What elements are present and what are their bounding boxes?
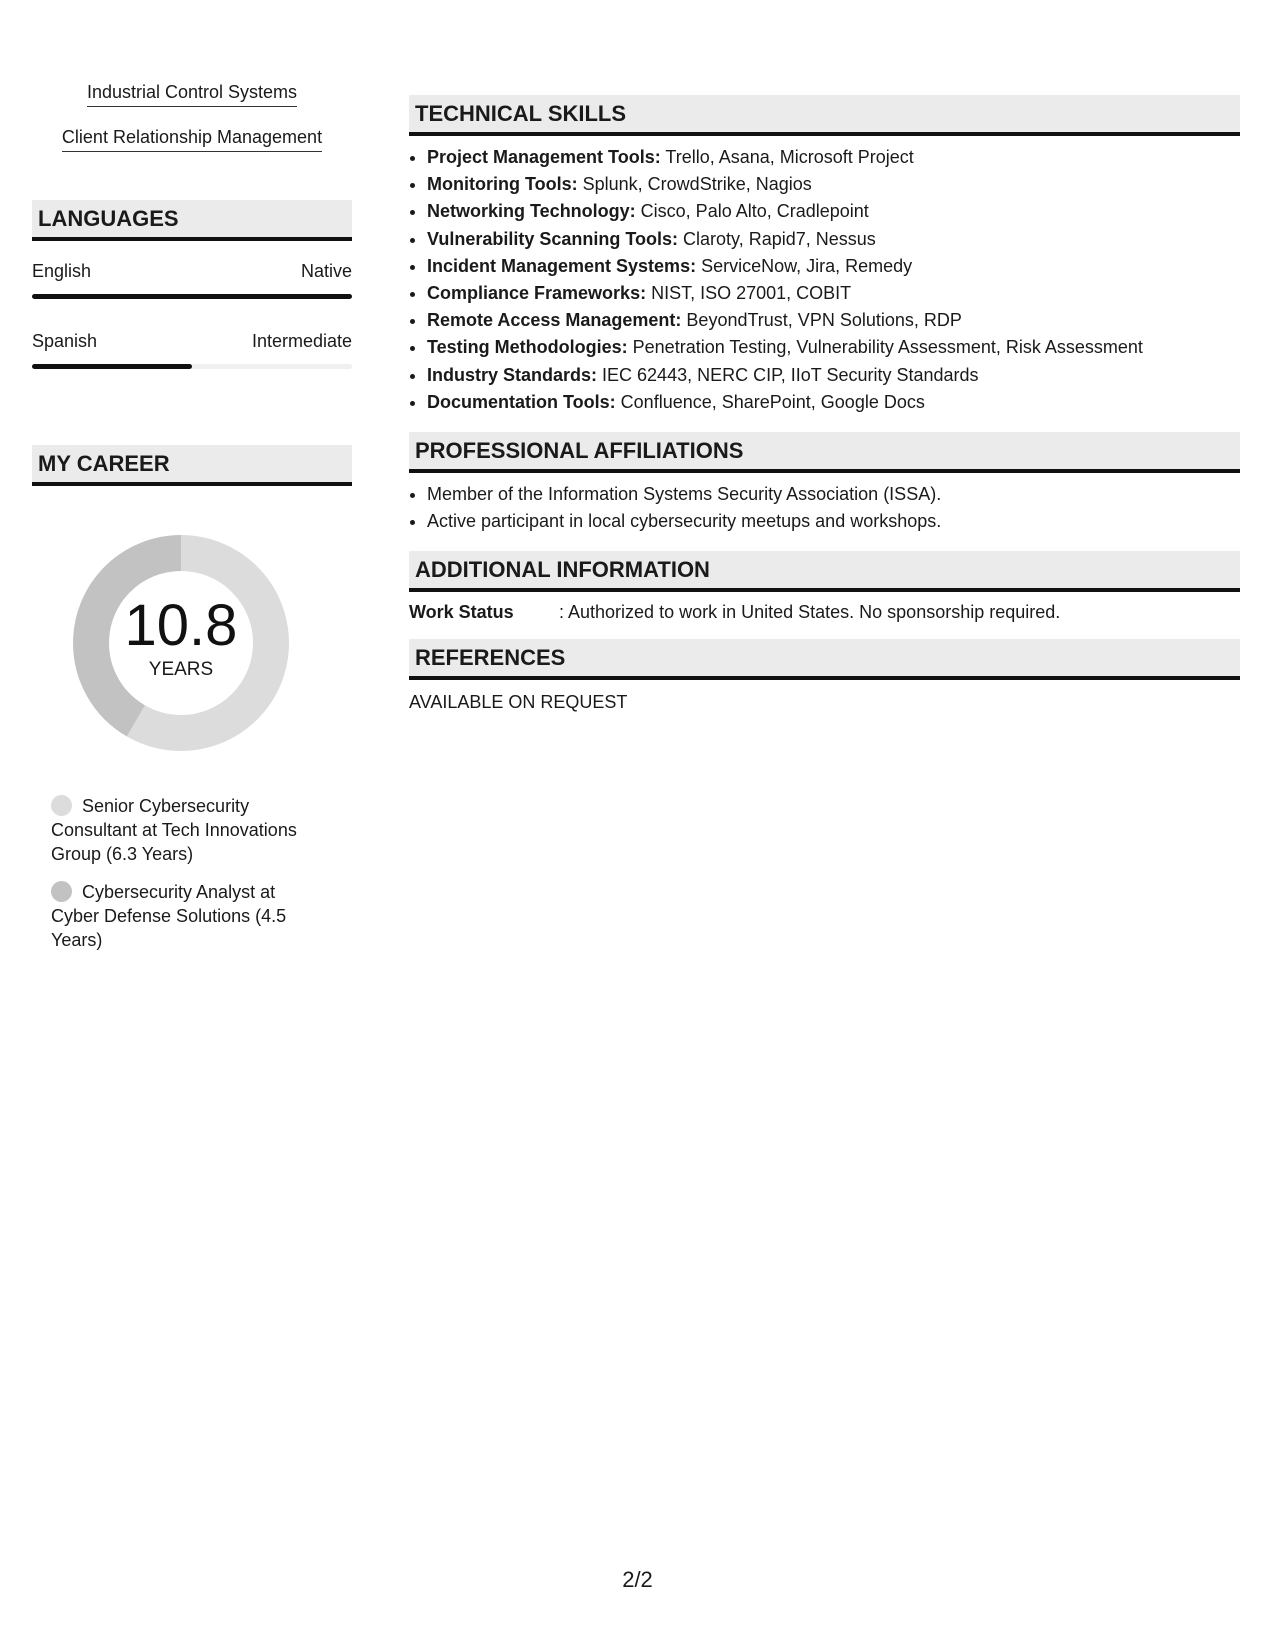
left-column	[32, 82, 352, 966]
list-item: • Member of the Information Systems Security Association (ISSA).	[427, 481, 1240, 508]
language-proficiency-fill	[32, 364, 192, 369]
language-proficiency-bar	[32, 364, 352, 369]
additional-info-heading: ADDITIONAL INFORMATION	[409, 551, 1240, 592]
career-legend-item	[51, 880, 321, 952]
language-level: Native	[300, 261, 352, 281]
list-item	[427, 253, 1240, 280]
skill-tag: Client Relationship Management	[62, 127, 322, 152]
references-text: AVAILABLE ON REQUEST	[409, 692, 628, 713]
skill-label: Compliance Frameworks:	[427, 283, 647, 304]
skill-tag: Industrial Control Systems	[87, 82, 297, 107]
legend-dot-icon	[51, 881, 72, 902]
skill-label: Monitoring Tools:	[427, 174, 578, 195]
list-item	[427, 198, 1240, 225]
list-item	[427, 280, 1240, 307]
language-proficiency-bar	[32, 294, 352, 299]
languages-heading: LANGUAGES	[32, 200, 352, 241]
career-role-label: Senior Cybersecurity Consultant at Tech Innovations Group (6.3 Years)	[51, 796, 297, 864]
list-item	[427, 362, 1240, 389]
skill-label: Vulnerability Scanning Tools:	[427, 228, 679, 249]
skill-tags	[32, 82, 352, 172]
career-total-unit: YEARS	[148, 659, 214, 680]
skill-label: Incident Management Systems:	[427, 255, 697, 276]
list-item	[427, 334, 1240, 361]
affiliations-list	[409, 481, 1240, 535]
work-status-value: : Authorized to work in United States. No sponsorship required.	[559, 602, 1061, 623]
skill-label: Testing Methodologies:	[427, 337, 628, 358]
skill-label: Documentation Tools:	[427, 391, 616, 412]
page-number: 2/2	[622, 1567, 653, 1592]
skill-label: Industry Standards:	[427, 364, 598, 385]
skill-label: Project Management Tools:	[427, 147, 661, 167]
career-donut-chart	[66, 528, 296, 758]
skill-value: Confluence, SharePoint, Google Docs	[615, 391, 925, 412]
right-column	[409, 95, 1240, 713]
skill-value: BeyondTrust, VPN Solutions, RDP	[681, 310, 962, 331]
list-item	[427, 226, 1240, 253]
career-heading: MY CAREER	[32, 445, 352, 486]
language-level: Intermediate	[251, 331, 352, 351]
language-item	[32, 331, 352, 369]
language-name: Spanish	[32, 331, 98, 351]
language-name: English	[32, 261, 92, 281]
skill-value: Penetration Testing, Vulnerability Assessment, Risk Assessment	[627, 337, 1143, 358]
list-item: • Active participant in local cybersecurity meetups and workshops.	[427, 508, 1240, 535]
career-legend	[32, 794, 321, 952]
career-role-label: Cybersecurity Analyst at Cyber Defense Solutions (4.5 Years)	[51, 882, 287, 950]
skill-value: Claroty, Rapid7, Nessus	[678, 228, 876, 249]
affiliations-heading: PROFESSIONAL AFFILIATIONS	[409, 432, 1240, 473]
list-item	[427, 307, 1240, 334]
list-item	[427, 144, 1240, 171]
work-status-label: Work Status	[409, 602, 514, 623]
donut-center	[66, 528, 296, 758]
skill-label: Remote Access Management:	[427, 310, 682, 331]
language-item	[32, 261, 352, 299]
references-heading: REFERENCES	[409, 639, 1240, 680]
technical-skills-list	[409, 144, 1240, 416]
legend-dot-icon	[51, 795, 72, 816]
list-item	[427, 389, 1240, 416]
skill-value: Splunk, CrowdStrike, Nagios	[577, 174, 812, 195]
skill-label: Networking Technology:	[427, 201, 636, 222]
skill-value: Cisco, Palo Alto, Cradlepoint	[635, 201, 869, 222]
skill-value: ServiceNow, Jira, Remedy	[696, 255, 913, 276]
career-total-years: 10.8	[124, 593, 238, 658]
skill-value: NIST, ISO 27001, COBIT	[646, 283, 852, 304]
language-proficiency-fill	[32, 294, 352, 299]
list-item	[427, 171, 1240, 198]
career-legend-item	[51, 794, 321, 866]
work-status-row	[409, 602, 1240, 623]
skill-value: IEC 62443, NERC CIP, IIoT Security Standards	[597, 364, 979, 385]
technical-skills-heading: TECHNICAL SKILLS	[409, 95, 1240, 136]
skill-value: Trello, Asana, Microsoft Project	[660, 147, 914, 167]
